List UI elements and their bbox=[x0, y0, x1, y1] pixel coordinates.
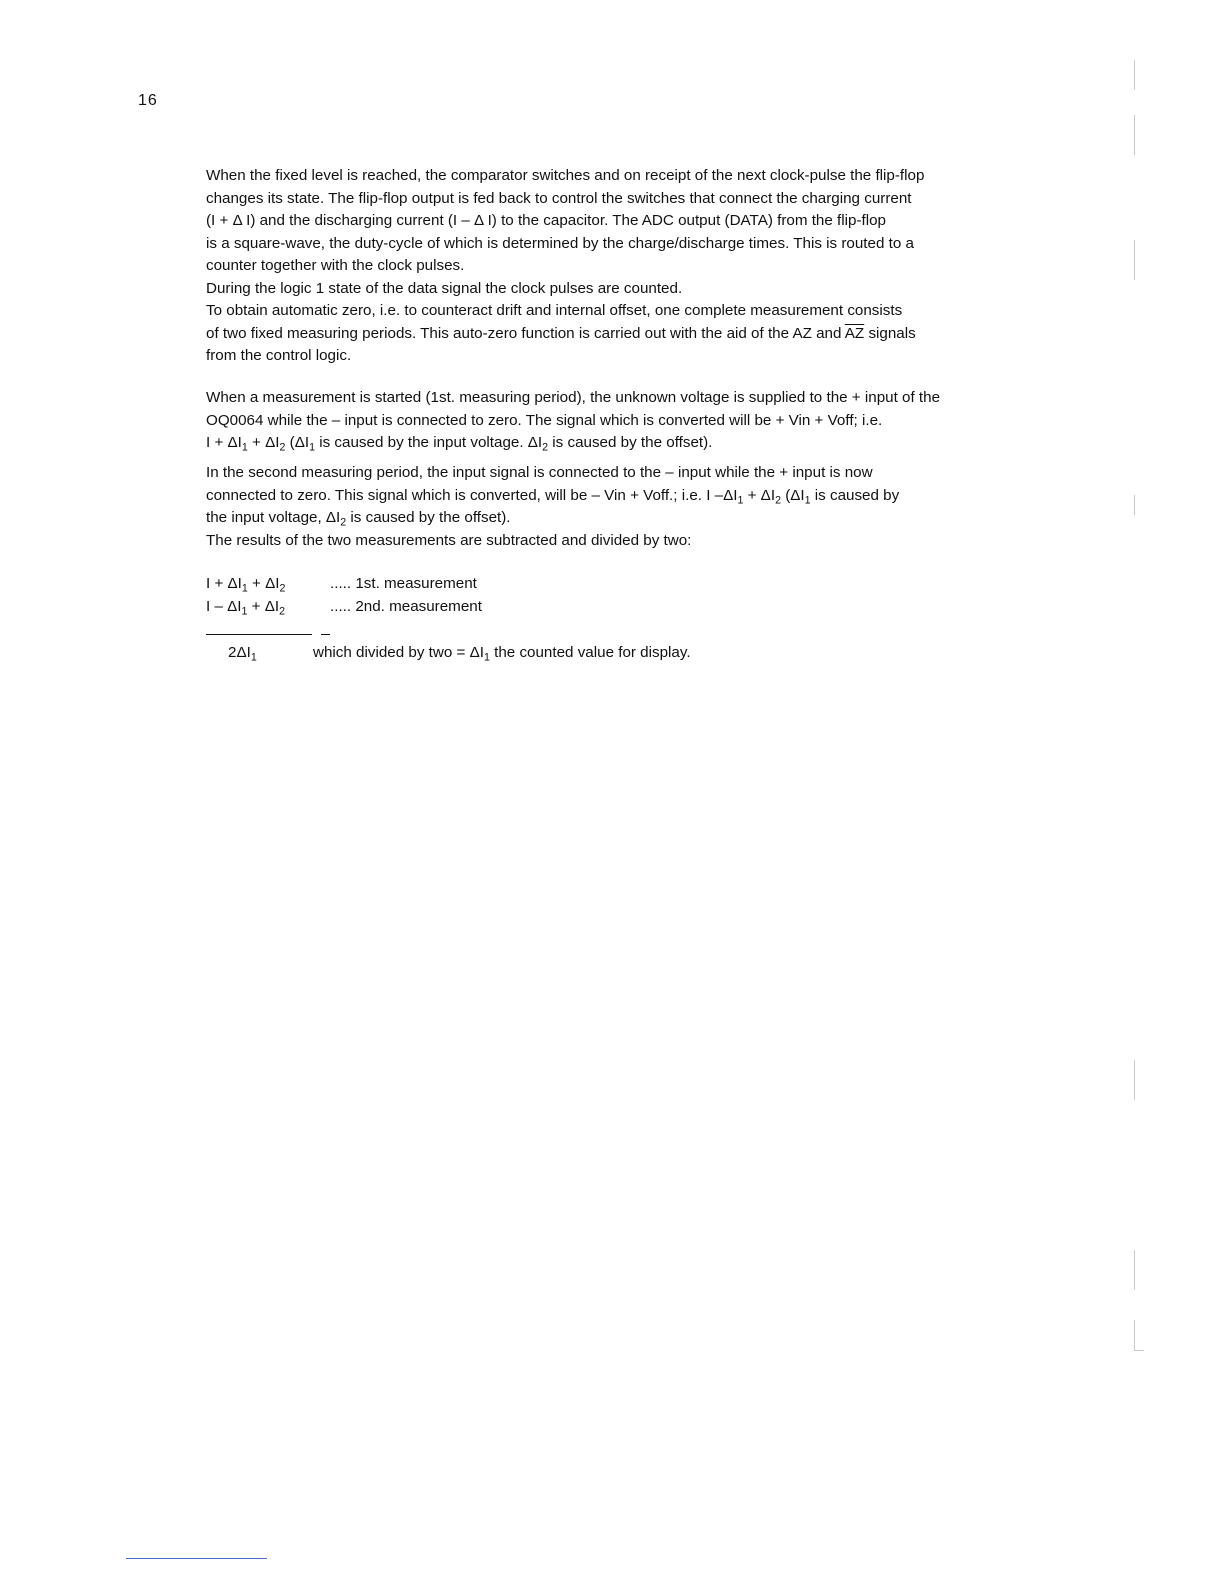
text-fragment: (ΔI bbox=[285, 434, 310, 451]
scan-artifact bbox=[1134, 1250, 1135, 1290]
text-fragment: I + ΔI bbox=[206, 575, 242, 592]
text-fragment: the counted value for display. bbox=[489, 644, 691, 661]
scan-artifact bbox=[1134, 495, 1135, 515]
text-line: When a measurement is started (1st. measuring period), the unknown voltage is supplied to the + input of the bbox=[206, 389, 941, 406]
scan-artifact bbox=[1134, 1060, 1135, 1100]
text-line-formula bbox=[206, 432, 1036, 455]
text-fragment: the input voltage, ΔI bbox=[206, 509, 341, 526]
scan-artifact bbox=[1134, 240, 1135, 280]
subscript: 1 bbox=[483, 651, 490, 664]
text-line: counter together with the clock pulses. bbox=[206, 257, 465, 274]
text-line: from the control logic. bbox=[206, 347, 352, 364]
text-fragment: 2ΔI bbox=[228, 644, 251, 661]
text-line: When the fixed level is reached, the comparator switches and on receipt of the next clock-pulse the flip-flop bbox=[206, 167, 925, 184]
subscript: 2 bbox=[279, 582, 286, 595]
subscript: 2 bbox=[279, 441, 286, 454]
paragraph-second-period bbox=[206, 462, 1036, 552]
subscript: 1 bbox=[737, 494, 744, 507]
calculation-label: ..... 2nd. measurement bbox=[330, 598, 482, 615]
footnote-rule bbox=[126, 1558, 267, 1559]
text-line-formula bbox=[206, 507, 1036, 530]
text-fragment: I – ΔI bbox=[206, 598, 242, 615]
text-fragment: + ΔI bbox=[247, 434, 280, 451]
text-fragment: + ΔI bbox=[743, 486, 776, 504]
subscript: 2 bbox=[279, 605, 286, 618]
text-fragment: is caused by the offset). bbox=[346, 509, 511, 526]
text-line: changes its state. The flip-flop output is fed back to control the switches that connect the charging current bbox=[206, 189, 912, 207]
subscript: 1 bbox=[804, 494, 811, 507]
result-term bbox=[206, 642, 313, 664]
scan-artifact bbox=[1134, 60, 1135, 90]
calculation-label: ..... 1st. measurement bbox=[330, 575, 477, 592]
text-fragment: connected to zero. This signal which is converted, will be – Vin + Voff.; i.e. I –ΔI bbox=[206, 486, 738, 504]
subscript: 2 bbox=[775, 494, 781, 507]
text-fragment: + ΔI bbox=[247, 598, 280, 615]
page-number: 16 bbox=[138, 92, 158, 109]
text-line: During the logic 1 state of the data signal the clock pulses are counted. bbox=[206, 279, 683, 297]
text-line: OQ0064 while the – input is connected to zero. The signal which is converted will be + Vin + Voff; i.e. bbox=[206, 411, 883, 429]
subscript: 1 bbox=[309, 441, 316, 454]
text-fragment: I + ΔI bbox=[206, 434, 242, 451]
text-line: To obtain automatic zero, i.e. to counteract drift and internal offset, one complete measurement consists bbox=[206, 302, 903, 319]
text-line: In the second measuring period, the input signal is connected to the – input while the + input is now bbox=[206, 464, 873, 481]
subscript: 1 bbox=[250, 651, 257, 664]
subscript: 1 bbox=[241, 441, 248, 454]
text-fragment: (ΔI bbox=[780, 486, 805, 504]
text-line: is a square-wave, the duty-cycle of which is determined by the charge/discharge times. This is routed to a bbox=[206, 234, 914, 252]
text-fragment: signals bbox=[864, 324, 916, 342]
calculation-row-first bbox=[206, 573, 477, 595]
scan-artifact bbox=[1134, 1320, 1135, 1350]
text-line-az bbox=[206, 323, 1036, 346]
text-fragment: of two fixed measuring periods. This auto-zero function is carried out with the aid of the AZ and bbox=[206, 324, 845, 342]
subscript: 2 bbox=[340, 516, 347, 529]
text-line: (I + Δ I) and the discharging current (I – Δ I) to the capacitor. The ADC output (DATA) from the flip-flop bbox=[206, 212, 886, 229]
subscript: 2 bbox=[542, 441, 549, 454]
text-fragment: is caused by the offset). bbox=[548, 434, 713, 451]
subscript: 1 bbox=[241, 582, 248, 595]
calculation-expression bbox=[206, 573, 330, 595]
calculation-result bbox=[206, 642, 691, 664]
scan-artifact bbox=[1134, 1350, 1144, 1351]
subscript: 1 bbox=[241, 605, 248, 618]
paragraph-adc-operation bbox=[206, 165, 1036, 368]
text-fragment: + ΔI bbox=[247, 575, 280, 592]
minus-sign bbox=[321, 634, 330, 635]
text-line: The results of the two measurements are subtracted and divided by two: bbox=[206, 531, 692, 549]
paragraph-first-period bbox=[206, 387, 1036, 455]
text-line-formula bbox=[206, 485, 1036, 508]
scan-artifact bbox=[1134, 115, 1135, 155]
text-fragment: is caused by the input voltage. ΔI bbox=[315, 434, 543, 451]
text-fragment: which divided by two = ΔI bbox=[313, 644, 484, 661]
calculation-expression bbox=[206, 596, 330, 618]
text-fragment: is caused by bbox=[810, 486, 900, 504]
az-bar-signal: $\overline{AZ}$ bbox=[844, 324, 865, 342]
calculation-row-second bbox=[206, 596, 482, 618]
subtraction-rule bbox=[206, 634, 312, 635]
